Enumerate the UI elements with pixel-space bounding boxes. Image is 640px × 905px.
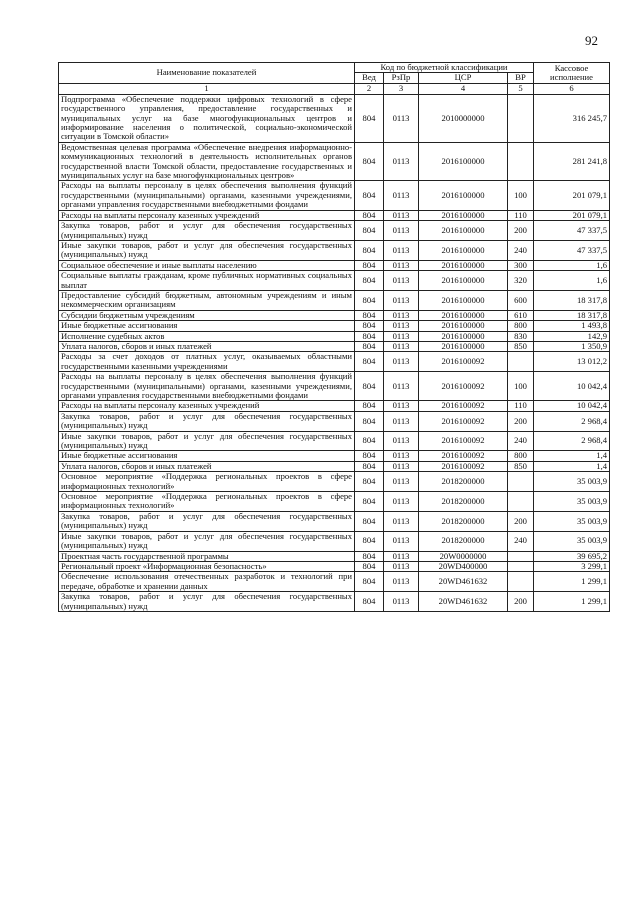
cell-ved: 804 bbox=[355, 372, 384, 401]
cell-csr: 2016100000 bbox=[419, 271, 508, 291]
cell-vr: 100 bbox=[508, 181, 534, 210]
cell-vr: 240 bbox=[508, 431, 534, 451]
cell-vr bbox=[508, 561, 534, 571]
cell-rzpr: 0113 bbox=[384, 431, 419, 451]
cell-name: Иные закупки товаров, работ и услуг для обеспечения государственных (муниципальных) нужд bbox=[59, 240, 355, 260]
cell-csr: 2016100000 bbox=[419, 310, 508, 320]
cell-ved: 804 bbox=[355, 451, 384, 461]
table-row bbox=[59, 290, 610, 310]
cell-vr bbox=[508, 551, 534, 561]
cell-csr: 2016100092 bbox=[419, 401, 508, 411]
cell-rzpr: 0113 bbox=[384, 531, 419, 551]
cell-ved: 804 bbox=[355, 531, 384, 551]
col-num: 5 bbox=[508, 83, 534, 94]
cell-csr: 2016100000 bbox=[419, 260, 508, 270]
cell-rzpr: 0113 bbox=[384, 461, 419, 471]
table-row bbox=[59, 492, 610, 512]
cell-name: Обеспечение использования отечественных разработок и технологий при передаче, обработке и хранении данных bbox=[59, 572, 355, 592]
cell-rzpr: 0113 bbox=[384, 572, 419, 592]
cell-ved: 804 bbox=[355, 551, 384, 561]
cell-vr: 110 bbox=[508, 210, 534, 220]
table-row bbox=[59, 321, 610, 331]
cell-vr bbox=[508, 352, 534, 372]
cell-ved: 804 bbox=[355, 592, 384, 612]
cell-name: Уплата налогов, сборов и иных платежей bbox=[59, 461, 355, 471]
cell-amount: 3 299,1 bbox=[534, 561, 610, 571]
table-row bbox=[59, 551, 610, 561]
table-row bbox=[59, 94, 610, 142]
cell-rzpr: 0113 bbox=[384, 210, 419, 220]
cell-rzpr: 0113 bbox=[384, 290, 419, 310]
cell-rzpr: 0113 bbox=[384, 260, 419, 270]
cell-csr: 2016100092 bbox=[419, 431, 508, 451]
cell-vr: 200 bbox=[508, 221, 534, 241]
cell-ved: 804 bbox=[355, 411, 384, 431]
cell-csr: 20W0000000 bbox=[419, 551, 508, 561]
cell-vr bbox=[508, 472, 534, 492]
cell-ved: 804 bbox=[355, 271, 384, 291]
cell-ved: 804 bbox=[355, 352, 384, 372]
table-row bbox=[59, 561, 610, 571]
cell-ved: 804 bbox=[355, 331, 384, 341]
cell-amount: 35 003,9 bbox=[534, 492, 610, 512]
table-row bbox=[59, 401, 610, 411]
cell-ved: 804 bbox=[355, 472, 384, 492]
cell-vr: 100 bbox=[508, 372, 534, 401]
cell-csr: 2016100000 bbox=[419, 321, 508, 331]
table-row bbox=[59, 181, 610, 210]
cell-csr: 2016100000 bbox=[419, 290, 508, 310]
header-code-group: Код по бюджетной классификации bbox=[355, 63, 534, 73]
cell-amount: 1 493,8 bbox=[534, 321, 610, 331]
cell-csr: 2018200000 bbox=[419, 511, 508, 531]
cell-amount: 35 003,9 bbox=[534, 531, 610, 551]
cell-ved: 804 bbox=[355, 561, 384, 571]
cell-vr: 200 bbox=[508, 411, 534, 431]
cell-rzpr: 0113 bbox=[384, 472, 419, 492]
cell-vr: 320 bbox=[508, 271, 534, 291]
table-row bbox=[59, 341, 610, 351]
cell-amount: 1,6 bbox=[534, 271, 610, 291]
cell-ved: 804 bbox=[355, 461, 384, 471]
col-num: 2 bbox=[355, 83, 384, 94]
header-csr: ЦСР bbox=[419, 73, 508, 83]
table-row bbox=[59, 271, 610, 291]
cell-rzpr: 0113 bbox=[384, 401, 419, 411]
cell-vr: 800 bbox=[508, 451, 534, 461]
cell-amount: 47 337,5 bbox=[534, 240, 610, 260]
table-row bbox=[59, 472, 610, 492]
cell-name: Закупка товаров, работ и услуг для обеспечения государственных (муниципальных) нужд bbox=[59, 511, 355, 531]
cell-vr: 850 bbox=[508, 461, 534, 471]
cell-rzpr: 0113 bbox=[384, 142, 419, 181]
header-execution: Кассовое исполнение bbox=[534, 63, 610, 84]
cell-amount: 35 003,9 bbox=[534, 511, 610, 531]
cell-rzpr: 0113 bbox=[384, 551, 419, 561]
cell-csr: 2016100000 bbox=[419, 240, 508, 260]
table-row bbox=[59, 221, 610, 241]
cell-csr: 2016100092 bbox=[419, 372, 508, 401]
cell-vr: 800 bbox=[508, 321, 534, 331]
cell-vr: 200 bbox=[508, 511, 534, 531]
cell-csr: 20WD461632 bbox=[419, 572, 508, 592]
cell-amount: 39 695,2 bbox=[534, 551, 610, 561]
cell-vr: 110 bbox=[508, 401, 534, 411]
cell-vr: 850 bbox=[508, 341, 534, 351]
cell-csr: 2018200000 bbox=[419, 492, 508, 512]
header-ved: Вед bbox=[355, 73, 384, 83]
cell-amount: 1,4 bbox=[534, 461, 610, 471]
cell-name: Расходы за счет доходов от платных услуг, оказываемых областными государственными казенными учреждениями bbox=[59, 352, 355, 372]
cell-name: Иные закупки товаров, работ и услуг для обеспечения государственных (муниципальных) нужд bbox=[59, 531, 355, 551]
cell-vr: 300 bbox=[508, 260, 534, 270]
cell-name: Закупка товаров, работ и услуг для обеспечения государственных (муниципальных) нужд bbox=[59, 411, 355, 431]
cell-ved: 804 bbox=[355, 431, 384, 451]
cell-ved: 804 bbox=[355, 240, 384, 260]
table-row bbox=[59, 531, 610, 551]
cell-vr: 830 bbox=[508, 331, 534, 341]
cell-vr: 600 bbox=[508, 290, 534, 310]
cell-rzpr: 0113 bbox=[384, 271, 419, 291]
cell-rzpr: 0113 bbox=[384, 341, 419, 351]
cell-rzpr: 0113 bbox=[384, 511, 419, 531]
cell-csr: 2016100000 bbox=[419, 210, 508, 220]
cell-name: Расходы на выплаты персоналу казенных учреждений bbox=[59, 401, 355, 411]
table-row bbox=[59, 142, 610, 181]
cell-amount: 18 317,8 bbox=[534, 290, 610, 310]
cell-amount: 1 299,1 bbox=[534, 592, 610, 612]
cell-rzpr: 0113 bbox=[384, 181, 419, 210]
table-row bbox=[59, 592, 610, 612]
cell-ved: 804 bbox=[355, 221, 384, 241]
cell-rzpr: 0113 bbox=[384, 372, 419, 401]
cell-amount: 10 042,4 bbox=[534, 372, 610, 401]
cell-amount: 35 003,9 bbox=[534, 472, 610, 492]
cell-csr: 2010000000 bbox=[419, 94, 508, 142]
cell-amount: 1,6 bbox=[534, 260, 610, 270]
cell-ved: 804 bbox=[355, 260, 384, 270]
cell-name: Расходы на выплаты персоналу казенных учреждений bbox=[59, 210, 355, 220]
cell-rzpr: 0113 bbox=[384, 492, 419, 512]
cell-vr bbox=[508, 94, 534, 142]
table-row bbox=[59, 210, 610, 220]
cell-rzpr: 0113 bbox=[384, 411, 419, 431]
col-num: 4 bbox=[419, 83, 508, 94]
table-row bbox=[59, 331, 610, 341]
cell-vr: 610 bbox=[508, 310, 534, 320]
cell-rzpr: 0113 bbox=[384, 352, 419, 372]
cell-name: Социальное обеспечение и иные выплаты населению bbox=[59, 260, 355, 270]
table-row bbox=[59, 451, 610, 461]
cell-amount: 18 317,8 bbox=[534, 310, 610, 320]
cell-ved: 804 bbox=[355, 401, 384, 411]
cell-ved: 804 bbox=[355, 492, 384, 512]
header-name: Наименование показателей bbox=[59, 63, 355, 84]
cell-ved: 804 bbox=[355, 310, 384, 320]
cell-name: Иные бюджетные ассигнования bbox=[59, 321, 355, 331]
cell-name: Исполнение судебных актов bbox=[59, 331, 355, 341]
cell-name: Закупка товаров, работ и услуг для обеспечения государственных (муниципальных) нужд bbox=[59, 592, 355, 612]
cell-amount: 1 299,1 bbox=[534, 572, 610, 592]
cell-csr: 2018200000 bbox=[419, 531, 508, 551]
header-vr: ВР bbox=[508, 73, 534, 83]
cell-name: Основное мероприятие «Поддержка региональных проектов в сфере информационных технологий» bbox=[59, 492, 355, 512]
cell-ved: 804 bbox=[355, 341, 384, 351]
cell-name: Закупка товаров, работ и услуг для обеспечения государственных (муниципальных) нужд bbox=[59, 221, 355, 241]
table-row bbox=[59, 310, 610, 320]
cell-amount: 2 968,4 bbox=[534, 431, 610, 451]
table-row bbox=[59, 372, 610, 401]
table-row bbox=[59, 260, 610, 270]
cell-name: Основное мероприятие «Поддержка региональных проектов в сфере информационных технологий» bbox=[59, 472, 355, 492]
cell-rzpr: 0113 bbox=[384, 561, 419, 571]
cell-name: Расходы на выплаты персоналу в целях обеспечения выполнения функций государственными (муниципальными) органами, казенными учреждениями, органами управления государственными внебюджетными фондами bbox=[59, 181, 355, 210]
cell-rzpr: 0113 bbox=[384, 94, 419, 142]
table-row bbox=[59, 411, 610, 431]
cell-csr: 2016100092 bbox=[419, 411, 508, 431]
cell-amount: 13 012,2 bbox=[534, 352, 610, 372]
cell-rzpr: 0113 bbox=[384, 240, 419, 260]
cell-amount: 10 042,4 bbox=[534, 401, 610, 411]
cell-ved: 804 bbox=[355, 181, 384, 210]
cell-csr: 2016100092 bbox=[419, 451, 508, 461]
cell-csr: 2016100000 bbox=[419, 221, 508, 241]
cell-amount: 2 968,4 bbox=[534, 411, 610, 431]
cell-ved: 804 bbox=[355, 321, 384, 331]
cell-vr bbox=[508, 572, 534, 592]
cell-name: Иные бюджетные ассигнования bbox=[59, 451, 355, 461]
table-body bbox=[59, 94, 610, 611]
cell-csr: 2016100092 bbox=[419, 352, 508, 372]
cell-vr: 240 bbox=[508, 240, 534, 260]
cell-rzpr: 0113 bbox=[384, 310, 419, 320]
cell-csr: 2016100000 bbox=[419, 331, 508, 341]
cell-name: Уплата налогов, сборов и иных платежей bbox=[59, 341, 355, 351]
table-row bbox=[59, 352, 610, 372]
cell-csr: 20WD400000 bbox=[419, 561, 508, 571]
cell-ved: 804 bbox=[355, 572, 384, 592]
cell-csr: 2016100000 bbox=[419, 341, 508, 351]
cell-amount: 142,9 bbox=[534, 331, 610, 341]
cell-rzpr: 0113 bbox=[384, 331, 419, 341]
col-num: 6 bbox=[534, 83, 610, 94]
cell-ved: 804 bbox=[355, 210, 384, 220]
cell-vr: 240 bbox=[508, 531, 534, 551]
cell-name: Иные закупки товаров, работ и услуг для обеспечения государственных (муниципальных) нужд bbox=[59, 431, 355, 451]
cell-name: Предоставление субсидий бюджетным, автономным учреждениям и иным некоммерческим организациям bbox=[59, 290, 355, 310]
cell-name: Проектная часть государственной программы bbox=[59, 551, 355, 561]
cell-name: Социальные выплаты гражданам, кроме публичных нормативных социальных выплат bbox=[59, 271, 355, 291]
header-rzpr: РзПр bbox=[384, 73, 419, 83]
cell-rzpr: 0113 bbox=[384, 221, 419, 241]
cell-amount: 1 350,9 bbox=[534, 341, 610, 351]
cell-vr bbox=[508, 492, 534, 512]
budget-execution-table bbox=[58, 62, 610, 612]
table-row bbox=[59, 461, 610, 471]
cell-name: Подпрограмма «Обеспечение поддержки цифровых технологий в сфере государственного управления, предоставление государственных и муниципальных услуг на базе многофункциональных центров и информирование населения о политической, социально-экономической ситуации в Томской области» bbox=[59, 94, 355, 142]
cell-amount: 316 245,7 bbox=[534, 94, 610, 142]
cell-vr bbox=[508, 142, 534, 181]
cell-rzpr: 0113 bbox=[384, 592, 419, 612]
table-row bbox=[59, 431, 610, 451]
cell-ved: 804 bbox=[355, 511, 384, 531]
col-num: 1 bbox=[59, 83, 355, 94]
cell-csr: 2016100000 bbox=[419, 181, 508, 210]
cell-amount: 201 079,1 bbox=[534, 210, 610, 220]
table-row bbox=[59, 511, 610, 531]
cell-amount: 47 337,5 bbox=[534, 221, 610, 241]
cell-vr: 200 bbox=[508, 592, 534, 612]
cell-amount: 1,4 bbox=[534, 451, 610, 461]
cell-csr: 2018200000 bbox=[419, 472, 508, 492]
cell-amount: 201 079,1 bbox=[534, 181, 610, 210]
table-row bbox=[59, 240, 610, 260]
cell-rzpr: 0113 bbox=[384, 451, 419, 461]
cell-ved: 804 bbox=[355, 94, 384, 142]
column-number-row bbox=[59, 83, 610, 94]
cell-csr: 20WD461632 bbox=[419, 592, 508, 612]
cell-name: Ведомственная целевая программа «Обеспечение внедрения информационно-коммуникационных технологий в деятельность исполнительных органов государственной власти Томской области, предоставление государственных и муниципальных услуг на базе многофункциональных центров» bbox=[59, 142, 355, 181]
cell-csr: 2016100092 bbox=[419, 461, 508, 471]
cell-name: Региональный проект «Информационная безопасность» bbox=[59, 561, 355, 571]
cell-rzpr: 0113 bbox=[384, 321, 419, 331]
cell-ved: 804 bbox=[355, 142, 384, 181]
page-number: 92 bbox=[585, 33, 598, 48]
cell-csr: 2016100000 bbox=[419, 142, 508, 181]
cell-name: Расходы на выплаты персоналу в целях обеспечения выполнения функций государственными (муниципальными) органами, казенными учреждениями, органами управления государственными внебюджетными фондами bbox=[59, 372, 355, 401]
cell-ved: 804 bbox=[355, 290, 384, 310]
table-row bbox=[59, 572, 610, 592]
cell-name: Субсидии бюджетным учреждениям bbox=[59, 310, 355, 320]
col-num: 3 bbox=[384, 83, 419, 94]
cell-amount: 281 241,8 bbox=[534, 142, 610, 181]
